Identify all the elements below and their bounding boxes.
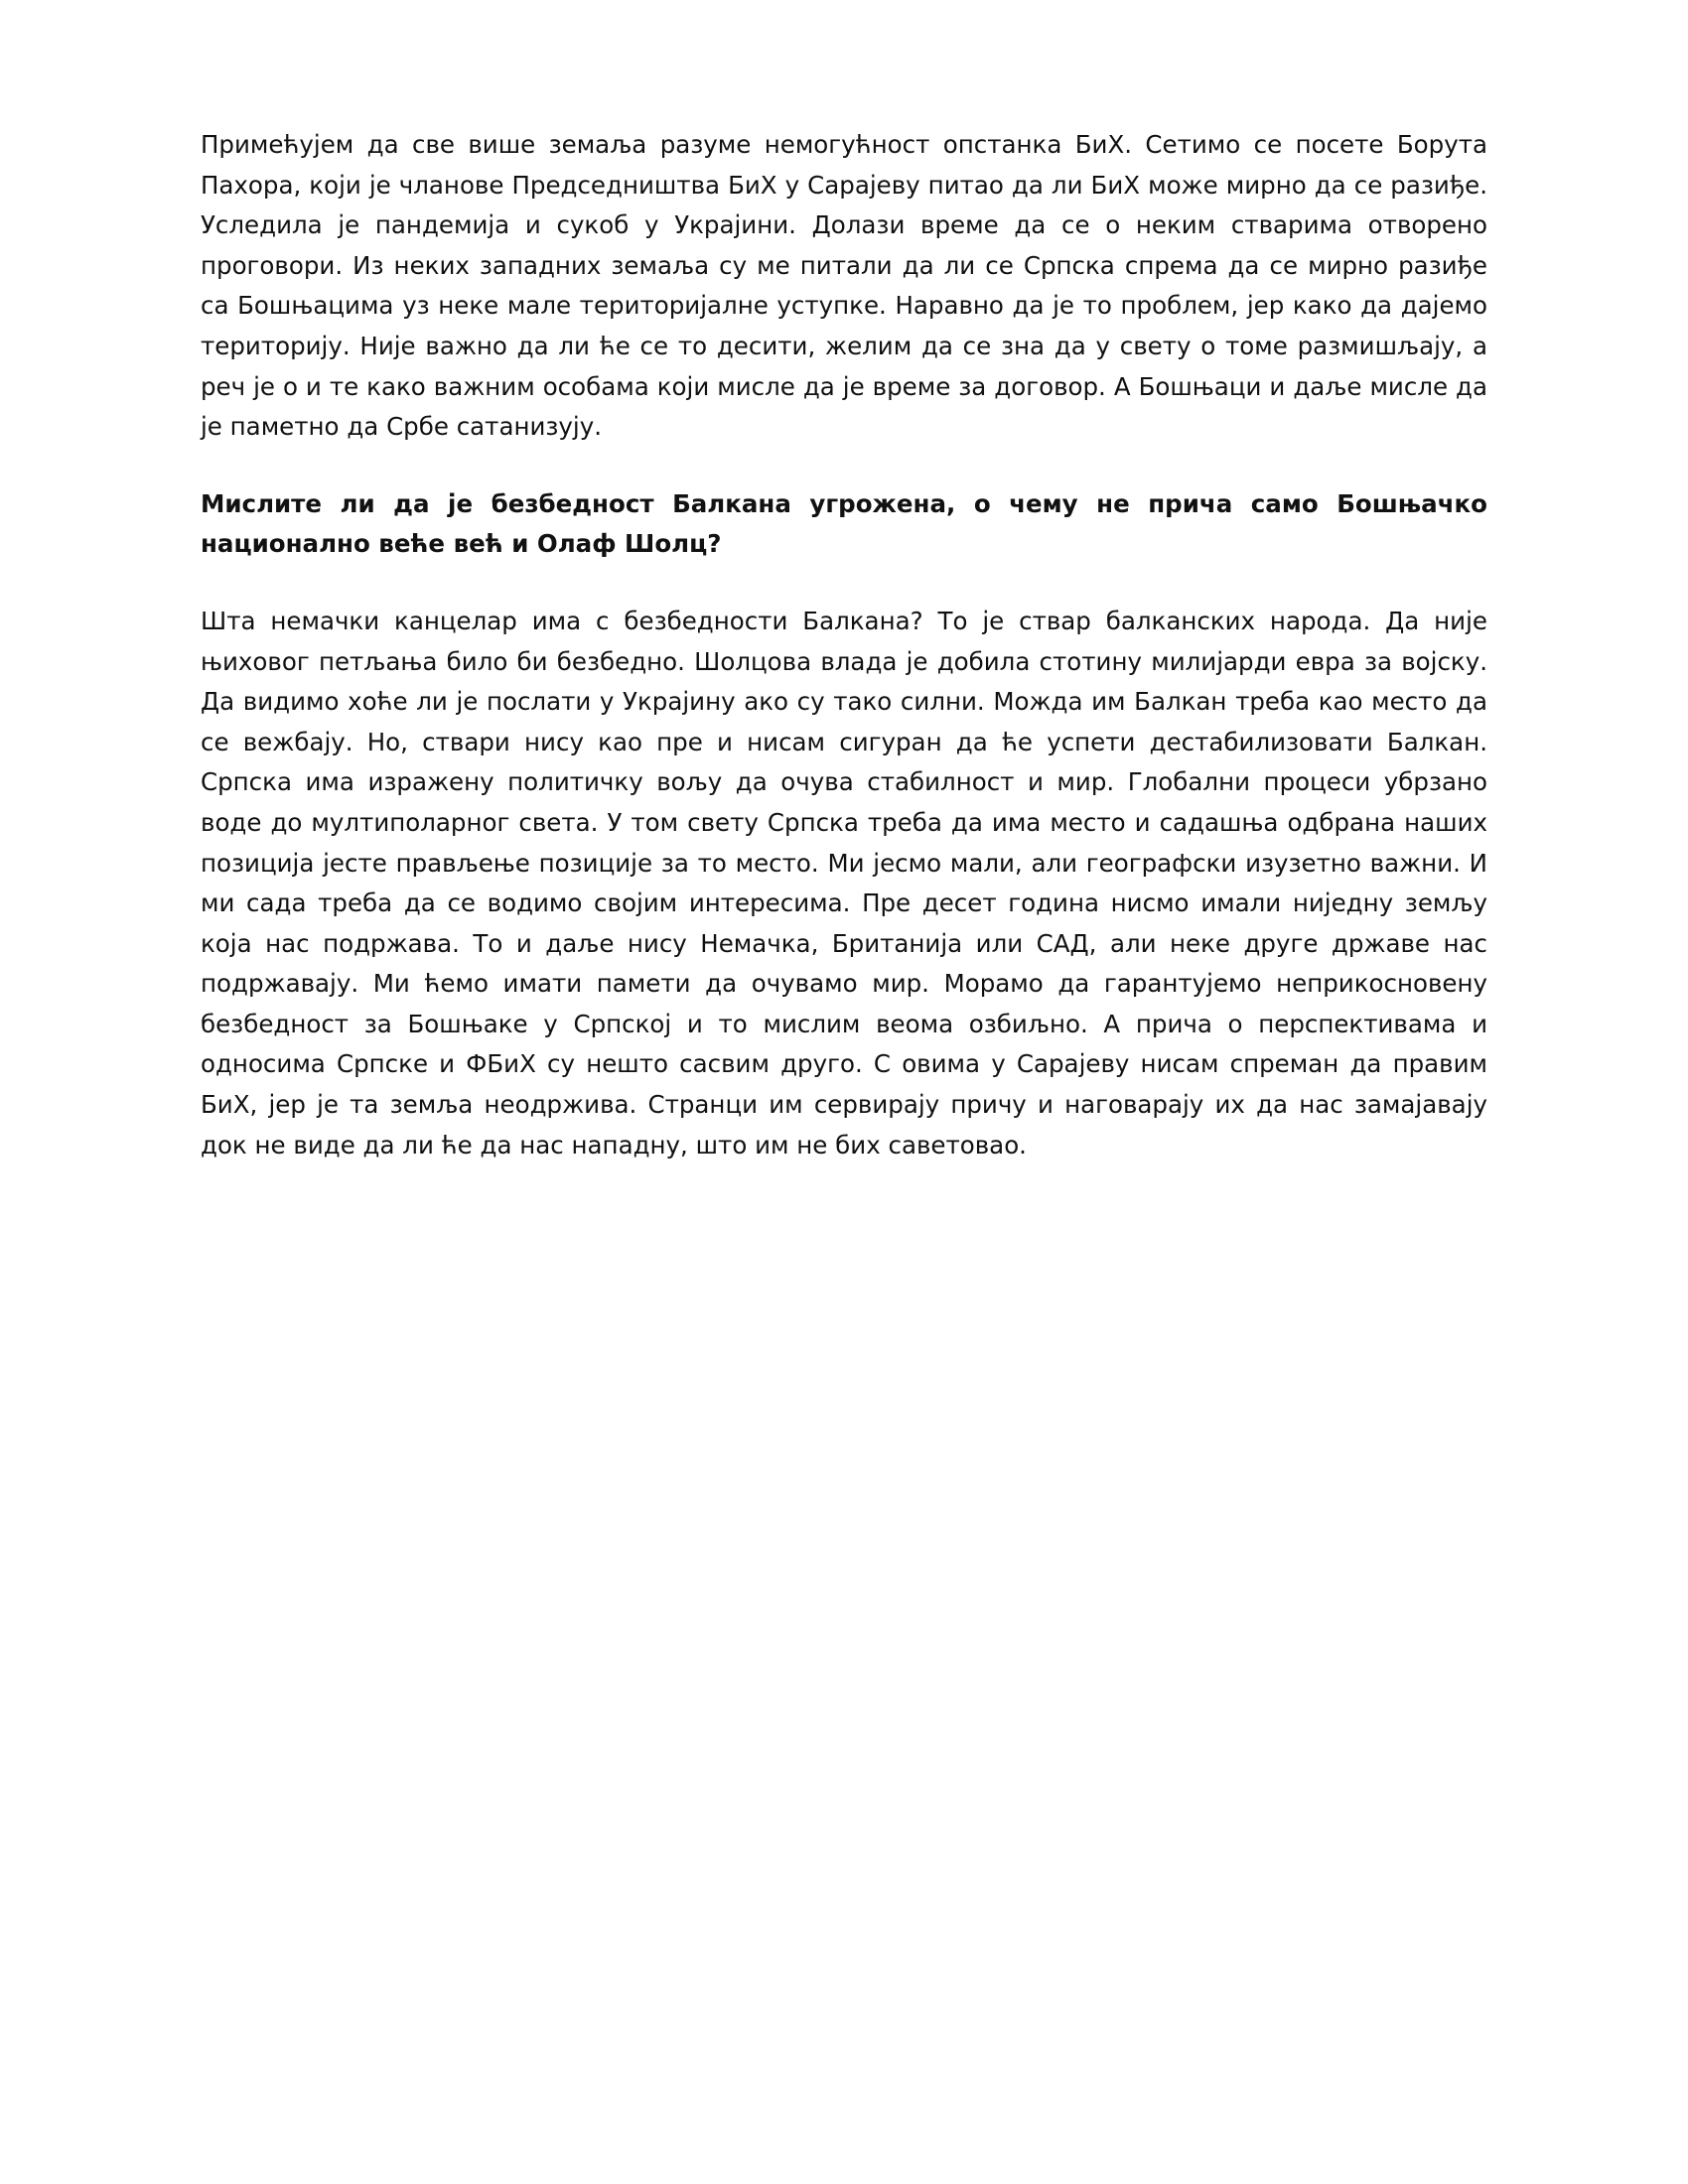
interview-question: Мислите ли да је безбедност Балкана угрожена, о чему не прича само Бошњачко национално веће већ и Олаф Шолц?	[201, 488, 1487, 559]
answer-paragraph: Шта немачки канцелар има с безбедности Балкана? То је ствар балканских народа. Да није њиховог петљања било би безбедно. Шолцова влада је добила стотину милијарди евра за војску. Да видимо хоће ли је послати у Украјину ако су тако силни. Можда им Балкан треба као место да се вежбају. Но, ствари нису као пре и нисам сигуран да ће успети дестабилизовати Балкан. Српска има изражену политичку вољу да очува стабилност и мир. Глобални процеси убрзано воде до мултиполарног света. У том свету Српска треба да има место и садашња одбрана наших позиција јесте прављење позиције за то место. Ми јесмо мали, али географски изузетно важни. И ми сада треба да се водимо својим интересима. Пре десет година нисмо имали ниједну земљу која нас подржава. То и даље нису Немачка, Британија или САД, али неке друге државе нас подржавају. Ми ћемо имати памети да очувамо мир. Морамо да гарантујемо неприкосновену безбедност за Бошњаке у Српској и то мислим веома озбиљно. А прича о перспективама и односима Српске и ФБиХ су нешто сасвим друго. С овима у Сарајеву нисам спреман да правим БиХ, јер је та земља неодржива. Странци им сервирају причу и наговарају их да нас замајавају док не виде да ли ће да нас нападну, што им не бих саветовао.	[201, 606, 1487, 1160]
body-paragraph: Примећујем да све више земаља разуме немогућност опстанка БиХ. Сетимо се посете Борута Пахора, који је чланове Председништва БиХ у Сарајеву питао да ли БиХ може мирно да се разиђе. Уследила је пандемија и сукоб у Украјини. Долази време да се о неким стварима отворено проговори. Из неких западних земаља су ме питали да ли се Српска спрема да се мирно разиђе са Бошњацима уз неке мале територијалне уступке. Наравно да је то проблем, јер како да дајемо територију. Није важно да ли ће се то десити, желим да се зна да у свету о томе размишљају, а реч је о и те како важним особама који мисле да је време за договор. А Бошњаци и даље мисле да је паметно да Србе сатанизују.	[201, 130, 1487, 442]
document-body	[201, 125, 1487, 1165]
